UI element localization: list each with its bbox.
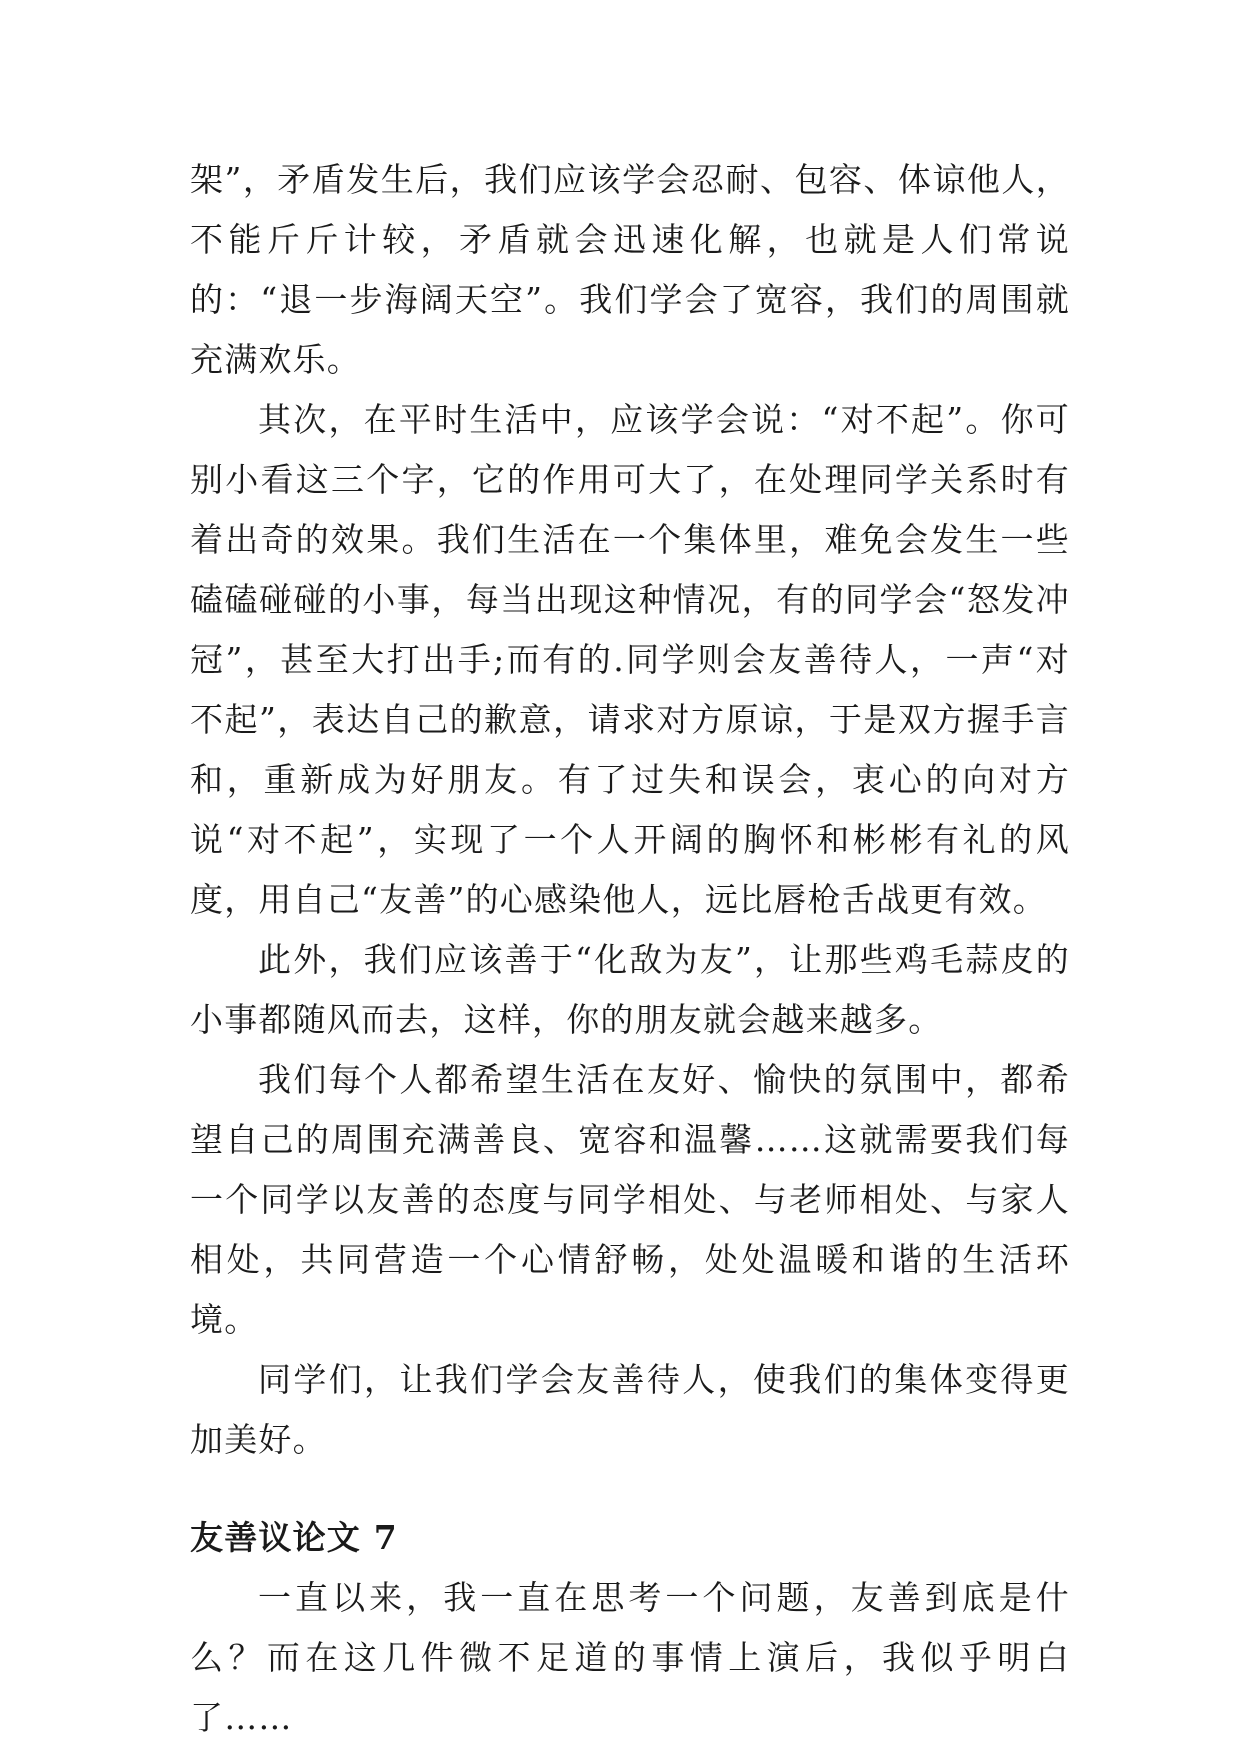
paragraph-4: 我们每个人都希望生活在友好、愉快的氛围中，都希望自己的周围充满善良、宽容和温馨……这就需要我们每一个同学以友善的态度与同学相处、与老师相处、与家人相处，共同营造一个心情舒畅，处处温暖和谐的生活环境。 xyxy=(190,1060,1070,1339)
paragraph-2: 其次，在平时生活中，应该学会说：“对不起”。你可别小看这三个字，它的作用可大了，在处理同学关系时有着出奇的效果。我们生活在一个集体里，难免会发生一些磕磕碰碰的小事，每当出现这种情况，有的同学会“怒发冲冠”，甚至大打出手;而有的.同学则会友善待人，一声“对不起”，表达自己的歉意，请求对方原谅，于是双方握手言和，重新成为好朋友。有了过失和误会，衷心的向对方说“对不起”，实现了一个人开阔的胸怀和彬彬有礼的风度，用自己“友善”的心感染他人，远比唇枪舌战更有效。 xyxy=(190,400,1070,919)
paragraph-1: 架”，矛盾发生后，我们应该学会忍耐、包容、体谅他人，不能斤斤计较，矛盾就会迅速化解，也就是人们常说的：“退一步海阔天空”。我们学会了宽容，我们的周围就充满欢乐。 xyxy=(190,160,1070,379)
document-page xyxy=(190,150,1070,1748)
paragraph-5: 同学们，让我们学会友善待人，使我们的集体变得更加美好。 xyxy=(190,1360,1070,1459)
paragraph-3: 此外，我们应该善于“化敌为友”，让那些鸡毛蒜皮的小事都随风而去，这样，你的朋友就会越来越多。 xyxy=(190,940,1070,1039)
section-heading: 友善议论文 7 xyxy=(190,1518,398,1557)
section-paragraph-1: 一直以来，我一直在思考一个问题，友善到底是什么？而在这几件微不足道的事情上演后，我似乎明白了…… xyxy=(190,1578,1070,1737)
